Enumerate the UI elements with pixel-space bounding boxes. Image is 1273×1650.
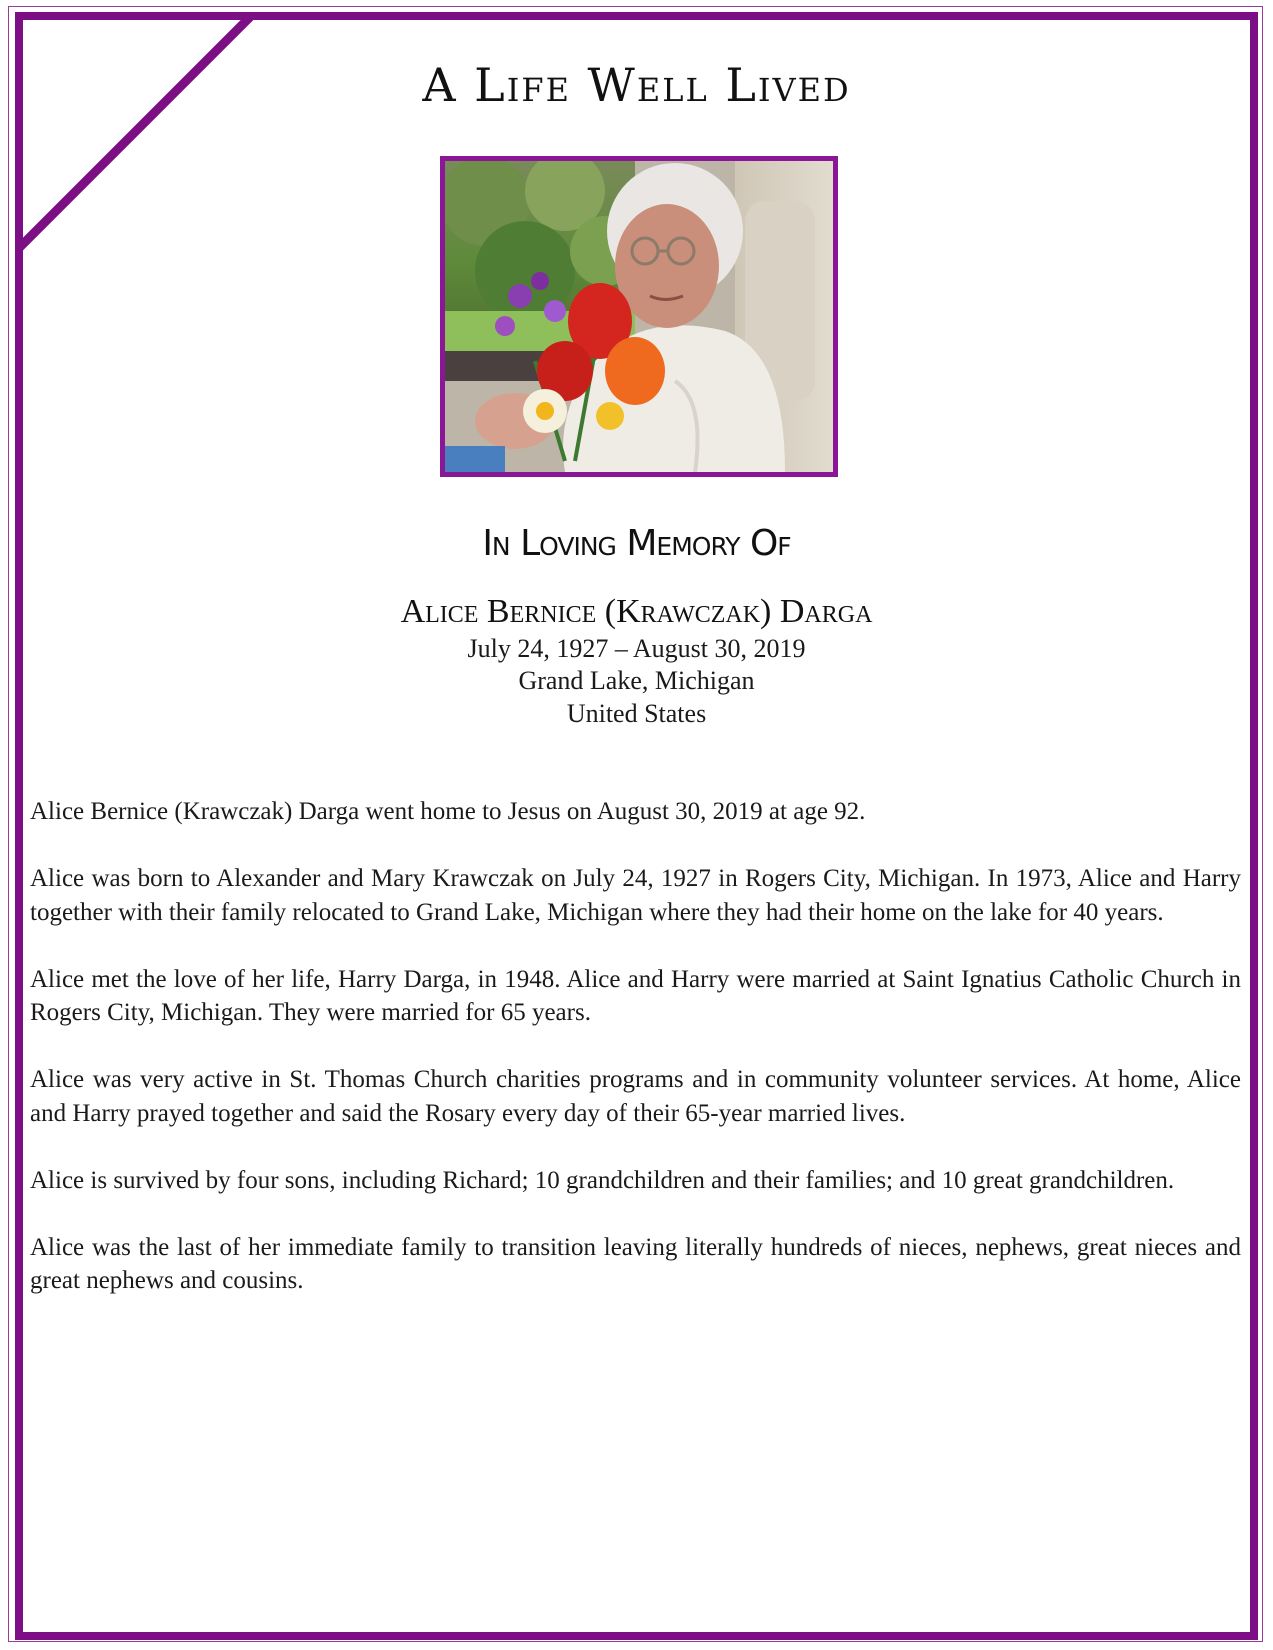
bio-paragraph: Alice is survived by four sons, including Richard; 10 grandchildren and their families; and 10 great grandchildren. xyxy=(30,1166,1175,1194)
mourning-ribbon xyxy=(15,12,275,272)
deceased-name: Alice Bernice (Krawczak) Darga xyxy=(400,593,873,630)
ribbon-diagonal xyxy=(15,12,275,272)
bio-paragraph: Alice was the last of her immediate family to transition leaving literally hundreds of nieces, nephews, great nieces and great nephews and cousins. xyxy=(30,1233,1241,1294)
bio-paragraph: Alice was born to Alexander and Mary Krawczak on July 24, 1927 in Rogers City, Michigan. In 1973, Alice and Harry together with their family relocated to Grand Lake, Michigan where they had their home on the lake for 40 years. xyxy=(30,865,1241,926)
life-dates: July 24, 1927 – August 30, 2019 xyxy=(467,634,806,663)
bio-paragraph: Alice was very active in St. Thomas Church charities programs and in community volunteer services. At home, Alice and Harry prayed together and said the Rosary every day of their 65-year married lives. xyxy=(30,1066,1241,1127)
location: Grand Lake, Michigan xyxy=(518,666,755,695)
portrait-photo-icon xyxy=(445,161,833,472)
memorial-heading: In Loving Memory Of xyxy=(482,523,791,564)
page-title: A Life Well Lived xyxy=(422,58,851,112)
memorial-photo xyxy=(440,156,838,477)
bio-paragraph: Alice Bernice (Krawczak) Darga went home to Jesus on August 30, 2019 at age 92. xyxy=(30,798,866,825)
bio-paragraph: Alice met the love of her life, Harry Darga, in 1948. Alice and Harry were married at Saint Ignatius Catholic Church in Rogers City, Michigan. They were married for 65 years. xyxy=(30,965,1241,1026)
country: United States xyxy=(566,699,707,728)
biography xyxy=(30,795,1241,1331)
